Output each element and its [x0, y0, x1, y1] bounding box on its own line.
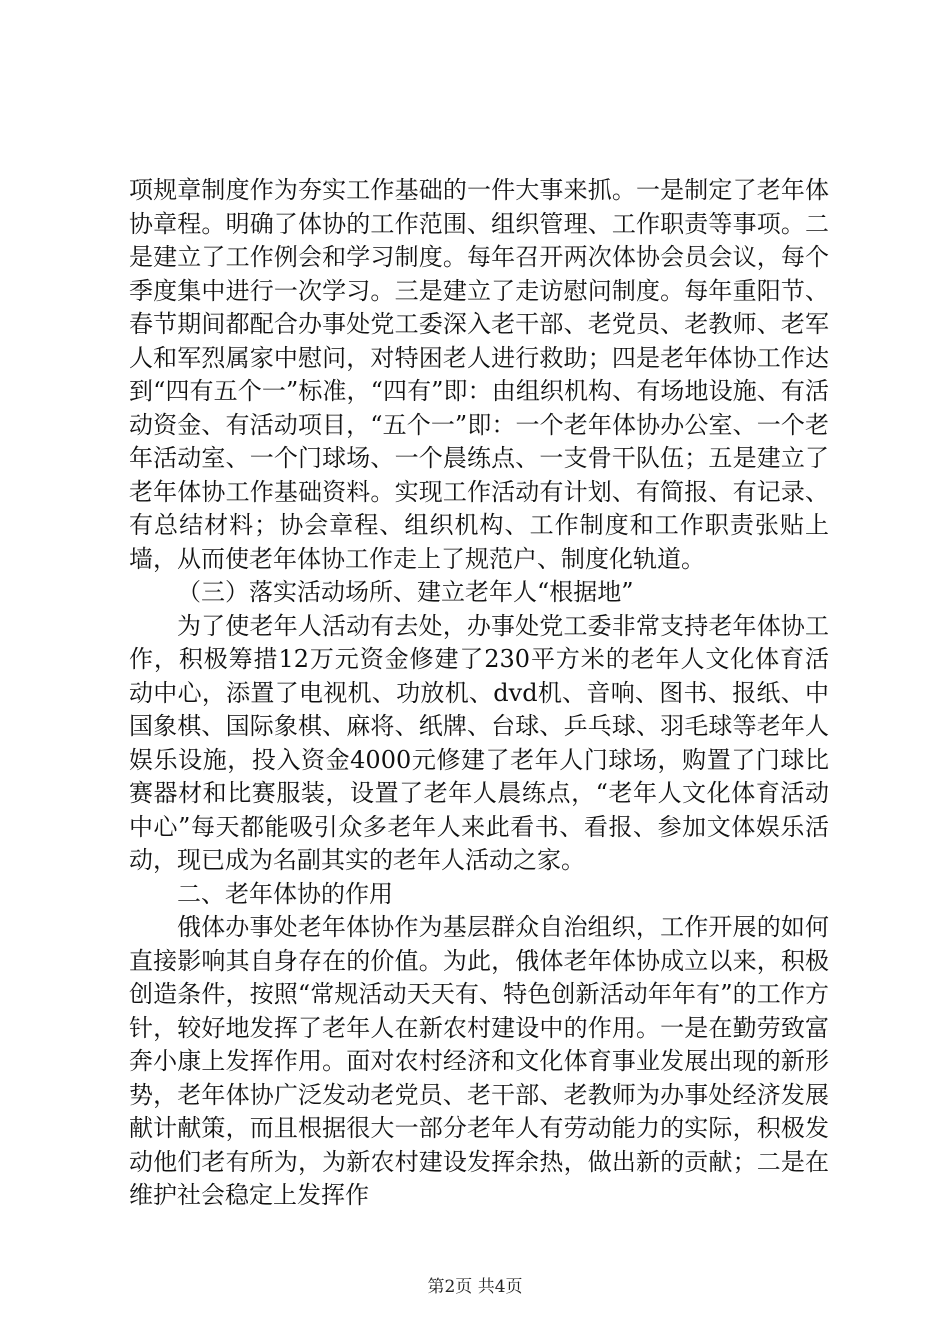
section-heading-venues: （三）落实活动场所、建立老年人“根据地” [177, 578, 634, 606]
page-footer: 第2页 共4页 [427, 1277, 523, 1297]
paragraph-venues: 为了使老年人活动有去处，办事处党工委非常支持老年体协工作，积极筹措12万元资金修建了230平方米的老年人文化体育活动中心，添置了电视机、功放机、dvd机、音响、图书、报纸、中国象棋、国际象棋、麻将、纸牌、台球、乒乓球、羽毛球等老年人娱乐设施，投入资金4000元修建了老年人门球场，购置了门球比赛器材和比赛服装，设置了老年人晨练点，“老年人文化体育活动中心”每天都能吸引众多老年人来此看书、看报、参加文体娱乐活动，现已成为名副其实的老年人活动之家。 [129, 611, 829, 874]
document-body [129, 174, 829, 1213]
paragraph-role: 俄体办事处老年体协作为基层群众自治组织，工作开展的如何直接影响其自身存在的价值。为此，俄体老年体协成立以来，积极创造条件，按照“常规活动天天有、特色创新活动年年有”的工作方针，较好地发挥了老年人在新农村建设中的作用。一是在勤劳致富奔小康上发挥作用。面对农村经济和文化体育事业发展出现的新形势，老年体协广泛发动老党员、老干部、老教师为办事处经济发展献计献策，而且根据很大一部分老年人有劳动能力的实际，积极发动他们老有所为，为新农村建设发挥余热，做出新的贡献；二是在维护社会稳定上发挥作 [129, 913, 829, 1209]
section-heading-role: 二、老年体协的作用 [177, 879, 393, 908]
paragraph-regulations: 项规章制度作为夯实工作基础的一件大事来抓。一是制定了老年体协章程。明确了体协的工作范围、组织管理、工作职责等事项。二是建立了工作例会和学习制度。每年召开两次体协会员会议，每个季度集中进行一次学习。三是建立了走访慰问制度。每年重阳节、春节期间都配合办事处党工委深入老干部、老党员、老教师、老军人和军烈属家中慰问，对特困老人进行救助；四是老年体协工作达到“四有五个一”标准，“四有”即：由组织机构、有场地设施、有活动资金、有活动项目，“五个一”即：一个老年体协办公室、一个老年活动室、一个门球场、一个晨练点、一支骨干队伍；五是建立了老年体协工作基础资料。实现工作活动有计划、有简报、有记录、有总结材料；协会章程、组织机构、工作制度和工作职责张贴上墙，从而使老年体协工作走上了规范户、制度化轨道。 [129, 176, 829, 573]
